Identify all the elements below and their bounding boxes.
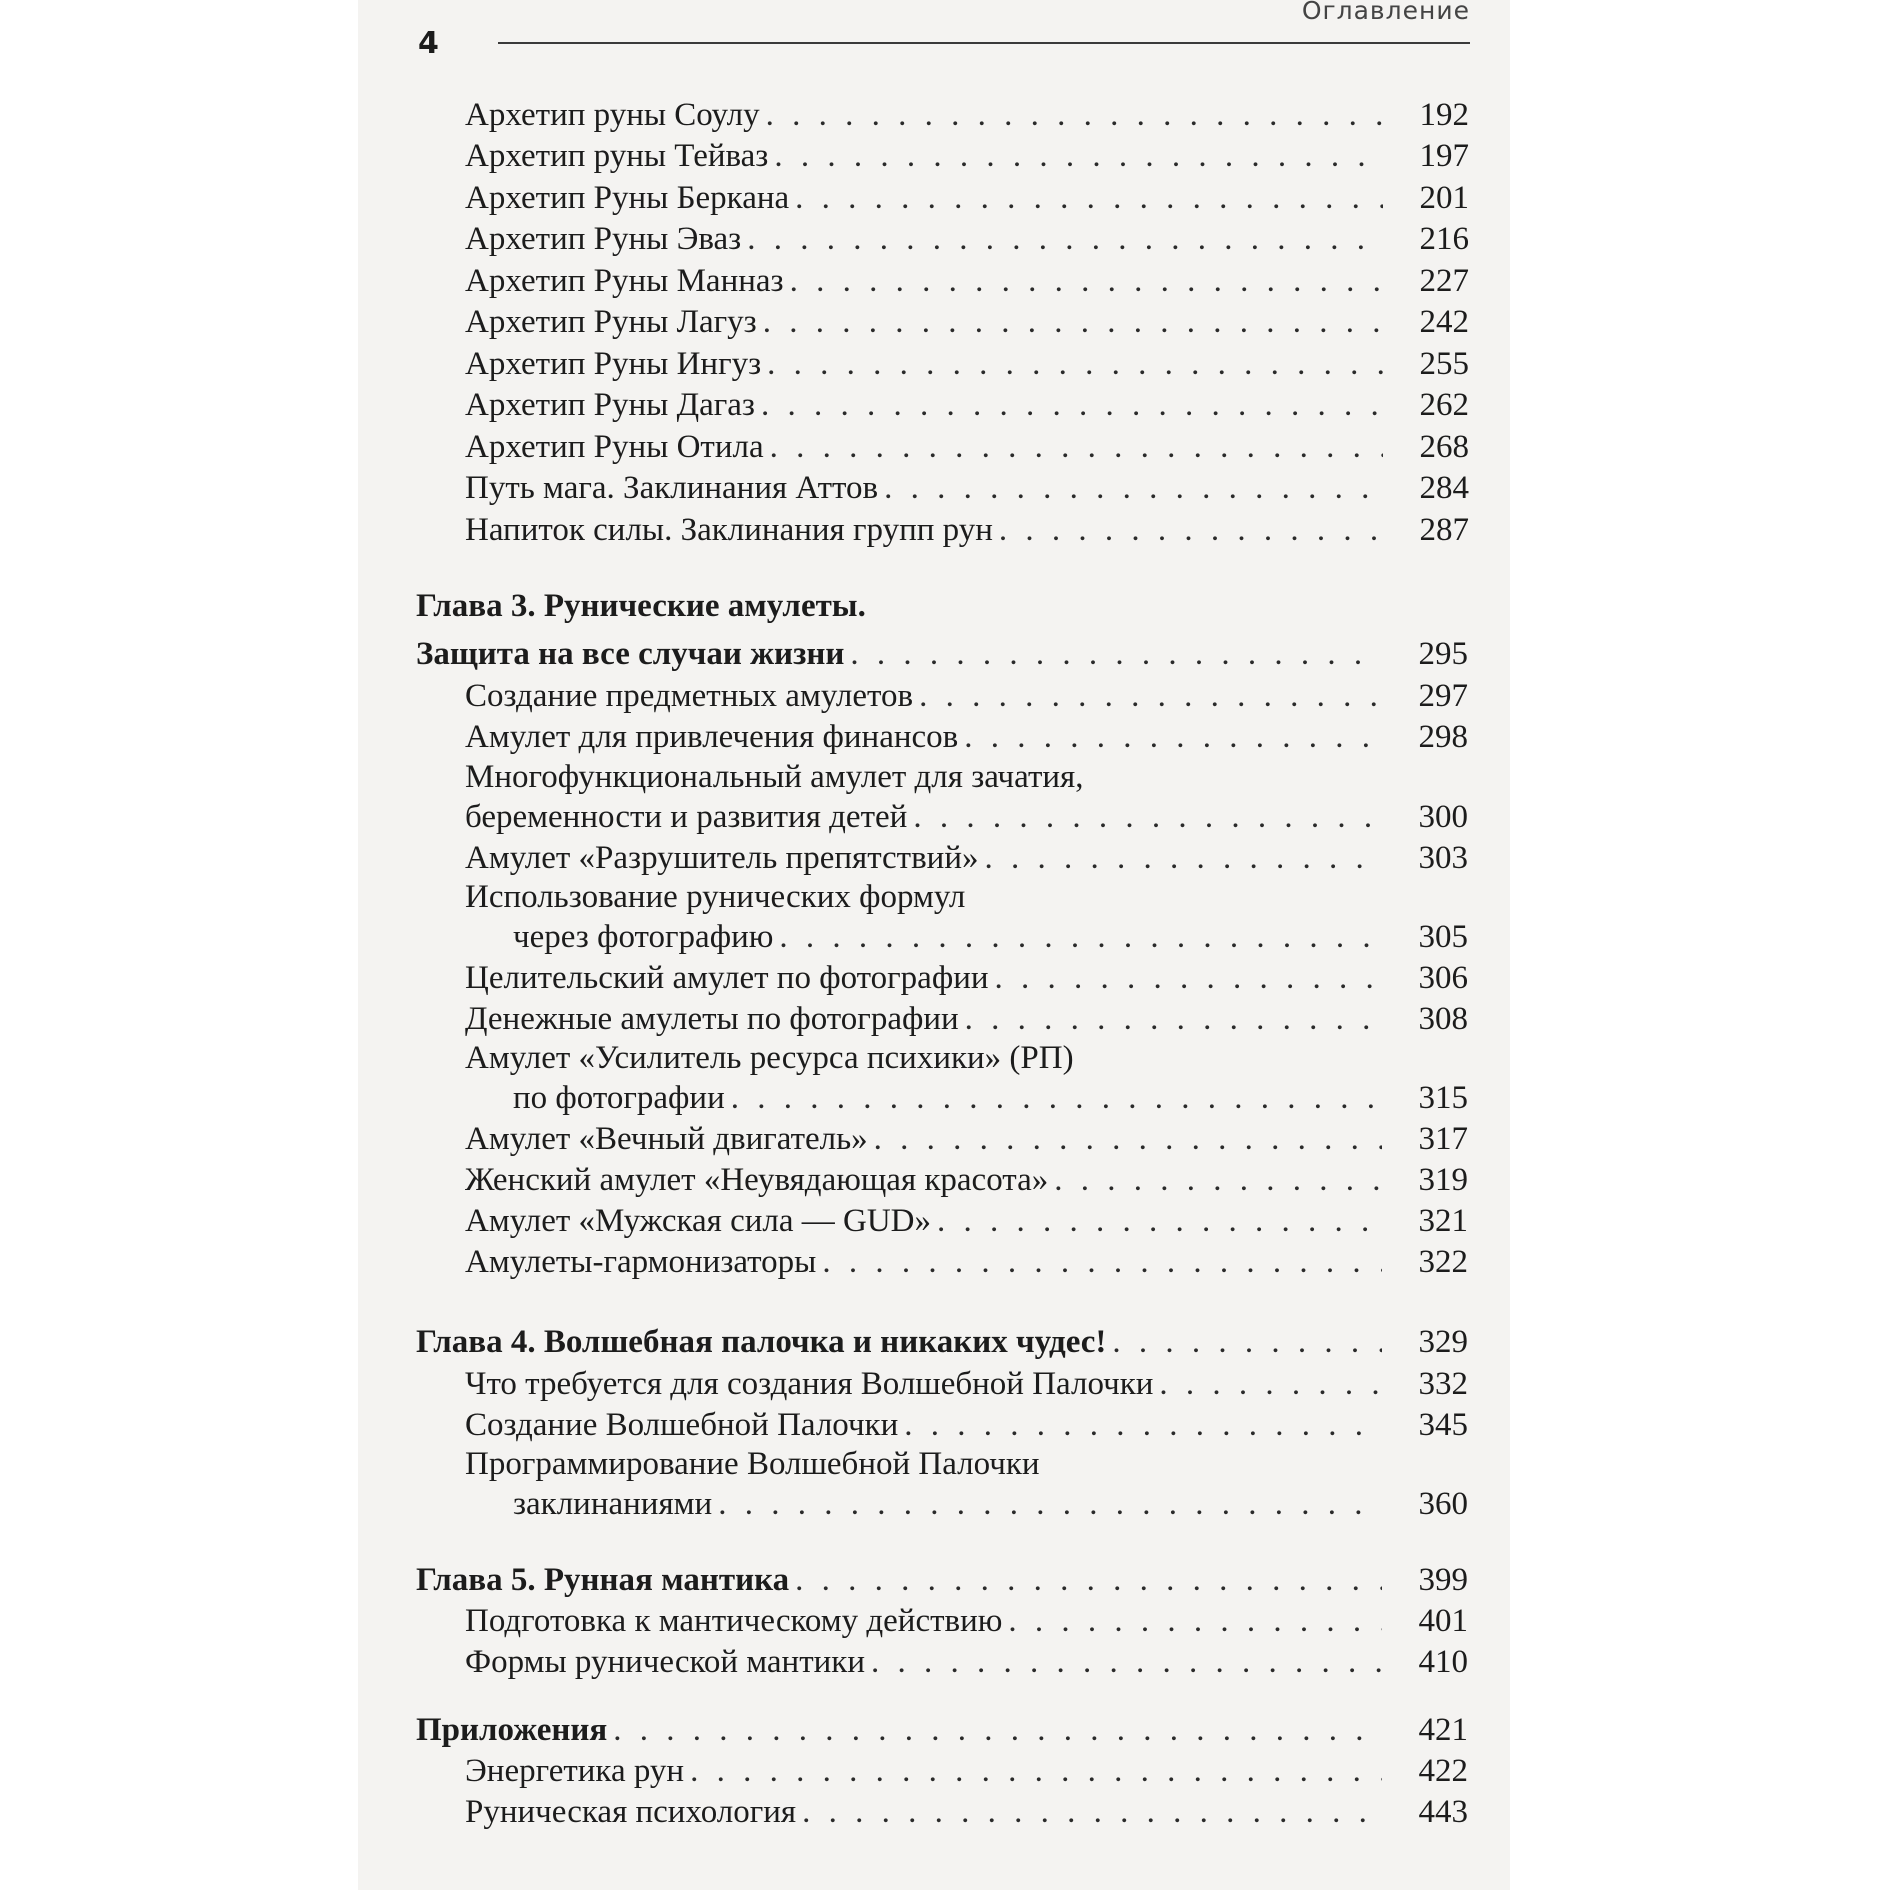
- toc-entry-title: Создание Волшебной Палочки: [465, 1407, 899, 1443]
- toc-entry: [465, 1751, 1468, 1791]
- toc-entry: [465, 1119, 1468, 1159]
- toc-entry-page: 319: [1418, 1162, 1468, 1198]
- toc-entry-line1: Программирование Волшебной Палочки: [465, 1446, 1040, 1482]
- toc-entry-title: Подготовка к мантическому действию: [465, 1603, 1003, 1639]
- toc-entry-page: 422: [1418, 1753, 1468, 1789]
- dot-leader: [613, 1710, 1382, 1750]
- dot-leader: [995, 958, 1382, 998]
- toc-entry-page: 242: [1419, 304, 1469, 340]
- toc-entry-page: 255: [1419, 346, 1469, 382]
- toc-entry: [465, 676, 1468, 716]
- toc-entry-page: 295: [1418, 636, 1468, 672]
- toc-entry-page: 322: [1418, 1244, 1468, 1280]
- toc-entry-title: Глава 5. Рунная мантика: [416, 1562, 790, 1598]
- toc-entry-page: 192: [1419, 97, 1469, 133]
- appendices-entry: [416, 1710, 1468, 1750]
- dot-leader: [913, 797, 1382, 837]
- dot-leader: [937, 1201, 1382, 1241]
- toc-entry-title: Создание предметных амулетов: [465, 678, 914, 714]
- dot-leader: [884, 468, 1383, 508]
- chapter-3-heading: Глава 3. Рунические амулеты.: [416, 588, 866, 624]
- dot-leader: [1054, 1160, 1382, 1200]
- toc-entry: [465, 95, 1469, 135]
- toc-entry-title: Напиток силы. Заклинания групп рун: [465, 512, 993, 548]
- toc-entry: [465, 1642, 1468, 1682]
- dot-leader: [770, 427, 1383, 467]
- toc-entry-title: Архетип Руны Манназ: [465, 263, 784, 299]
- toc-entry: [465, 178, 1469, 218]
- dot-leader: [850, 634, 1382, 674]
- toc-entry: [465, 344, 1469, 384]
- toc-entry-page: 201: [1419, 180, 1469, 216]
- toc-entry-title: Архетип руны Тейваз: [465, 138, 769, 174]
- toc-entry: [465, 261, 1469, 301]
- toc-entry-page: 421: [1418, 1712, 1468, 1748]
- dot-leader: [802, 1792, 1382, 1832]
- dot-leader: [795, 178, 1383, 218]
- dot-leader: [985, 838, 1383, 878]
- dot-leader: [795, 1560, 1382, 1600]
- toc-entry-page: 227: [1419, 263, 1469, 299]
- dot-leader: [1008, 1601, 1382, 1641]
- dot-leader: [871, 1642, 1382, 1682]
- dot-leader: [790, 261, 1383, 301]
- toc-entry-page: 315: [1418, 1080, 1468, 1116]
- chapter-3-entry: [416, 634, 1468, 674]
- toc-entry-page: 360: [1418, 1486, 1468, 1522]
- chapter-4-entry: [416, 1322, 1468, 1362]
- toc-entry-title: через фотографию: [513, 919, 774, 955]
- dot-leader: [761, 385, 1383, 425]
- chapter-5-entry: [416, 1560, 1468, 1600]
- toc-entry-page: 410: [1418, 1644, 1468, 1680]
- toc-entry-title: Приложения: [416, 1712, 608, 1748]
- toc-entry-line1: Использование рунических формул: [465, 879, 966, 915]
- dot-leader: [999, 510, 1383, 550]
- toc-entry-title: Руническая психология: [465, 1794, 797, 1830]
- dot-leader: [1112, 1322, 1382, 1362]
- dot-leader: [904, 1405, 1382, 1445]
- page-number: 4: [418, 26, 439, 61]
- toc-entry-page: 443: [1418, 1794, 1468, 1830]
- toc-entry-page: 297: [1418, 678, 1468, 714]
- toc-entry-page: 306: [1418, 960, 1468, 996]
- toc-entry-page: 321: [1418, 1203, 1468, 1239]
- toc-entry-title: Глава 4. Волшебная палочка и никаких чудес!: [416, 1324, 1107, 1360]
- toc-entry-title: Архетип Руны Беркана: [465, 180, 790, 216]
- dot-leader: [1159, 1364, 1382, 1404]
- toc-entry: [465, 958, 1468, 998]
- toc-entry-title: Архетип Руны Эваз: [465, 221, 742, 257]
- dot-leader: [779, 917, 1382, 957]
- book-page: [358, 0, 1510, 1890]
- toc-entry: [465, 838, 1468, 878]
- toc-entry: [513, 1484, 1468, 1524]
- toc-entry-title: Архетип Руны Лагуз: [465, 304, 757, 340]
- toc-entry: [465, 797, 1468, 837]
- dot-leader: [690, 1751, 1382, 1791]
- toc-entry-page: 216: [1419, 221, 1469, 257]
- toc-entry: [513, 1078, 1468, 1118]
- toc-entry-page: 197: [1419, 138, 1469, 174]
- dot-leader: [822, 1242, 1382, 1282]
- toc-entry-title: Архетип Руны Ингуз: [465, 346, 762, 382]
- dot-leader: [919, 676, 1382, 716]
- toc-entry-title: Женский амулет «Неувядающая красота»: [465, 1162, 1049, 1198]
- toc-entry: [465, 302, 1469, 342]
- toc-entry: [465, 1242, 1468, 1282]
- toc-entry: [465, 1601, 1468, 1641]
- dot-leader: [774, 136, 1383, 176]
- dot-leader: [731, 1078, 1382, 1118]
- toc-entry-title: Архетип Руны Дагаз: [465, 387, 755, 423]
- toc-entry-title: Что требуется для создания Волшебной Палочки: [465, 1366, 1154, 1402]
- toc-entry: [465, 1201, 1468, 1241]
- toc-entry-page: 268: [1419, 429, 1469, 465]
- toc-entry: [465, 1792, 1468, 1832]
- toc-entry: [465, 136, 1469, 176]
- dot-leader: [718, 1484, 1382, 1524]
- toc-entry-page: 332: [1418, 1366, 1468, 1402]
- toc-entry-page: 262: [1419, 387, 1469, 423]
- toc-entry-title: беременности и развития детей: [465, 799, 908, 835]
- dot-leader: [874, 1119, 1382, 1159]
- dot-leader: [767, 344, 1383, 384]
- dot-leader: [965, 999, 1382, 1039]
- toc-entry: [465, 999, 1468, 1039]
- toc-entry-title: Защита на все случаи жизни: [416, 636, 845, 672]
- toc-entry-page: 300: [1418, 799, 1468, 835]
- toc-entry-title: по фотографии: [513, 1080, 725, 1116]
- toc-entry: [465, 219, 1469, 259]
- toc-entry-page: 305: [1418, 919, 1468, 955]
- toc-entry-title: Амулет «Разрушитель препятствий»: [465, 840, 979, 876]
- toc-entry-page: 303: [1418, 840, 1468, 876]
- toc-entry-title: Энергетика рун: [465, 1753, 685, 1789]
- toc-entry-title: Формы рунической мантики: [465, 1644, 865, 1680]
- dot-leader: [747, 219, 1383, 259]
- dot-leader: [766, 95, 1383, 135]
- toc-entry-page: 317: [1418, 1121, 1468, 1157]
- toc-entry: [465, 717, 1468, 757]
- header-rule: [498, 42, 1470, 44]
- toc-entry: [465, 427, 1469, 467]
- toc-entry-title: Амулеты-гармонизаторы: [465, 1244, 817, 1280]
- toc-entry-title: Целительский амулет по фотографии: [465, 960, 989, 996]
- toc-entry: [465, 1364, 1468, 1404]
- toc-entry-page: 308: [1418, 1001, 1468, 1037]
- dot-leader: [763, 302, 1383, 342]
- toc-entry-page: 345: [1418, 1407, 1468, 1443]
- toc-entry-page: 287: [1419, 512, 1469, 548]
- toc-entry-title: Денежные амулеты по фотографии: [465, 1001, 959, 1037]
- toc-entry-page: 329: [1418, 1324, 1468, 1360]
- toc-entry: [513, 917, 1468, 957]
- toc-entry-line1: Многофункциональный амулет для зачатия,: [465, 759, 1084, 795]
- toc-entry-title: Амулет для привлечения финансов: [465, 719, 959, 755]
- toc-entry-title: заклинаниями: [513, 1486, 713, 1522]
- toc-entry-page: 298: [1418, 719, 1468, 755]
- toc-entry: [465, 1405, 1468, 1445]
- toc-entry: [465, 510, 1469, 550]
- toc-entry-title: Архетип Руны Отила: [465, 429, 764, 465]
- toc-entry-title: Архетип руны Соулу: [465, 97, 760, 133]
- toc-entry-title: Амулет «Мужская сила — GUD»: [465, 1203, 932, 1239]
- toc-entry: [465, 1160, 1468, 1200]
- dot-leader: [964, 717, 1382, 757]
- toc-entry-page: 284: [1419, 470, 1469, 506]
- toc-entry-page: 399: [1418, 1562, 1468, 1598]
- running-title: Оглавление: [1301, 0, 1470, 25]
- toc-entry: [465, 468, 1469, 508]
- toc-entry-title: Путь мага. Заклинания Аттов: [465, 470, 879, 506]
- toc-entry-line1: Амулет «Усилитель ресурса психики» (РП): [465, 1040, 1074, 1076]
- toc-entry: [465, 385, 1469, 425]
- toc-entry-title: Амулет «Вечный двигатель»: [465, 1121, 868, 1157]
- toc-entry-page: 401: [1418, 1603, 1468, 1639]
